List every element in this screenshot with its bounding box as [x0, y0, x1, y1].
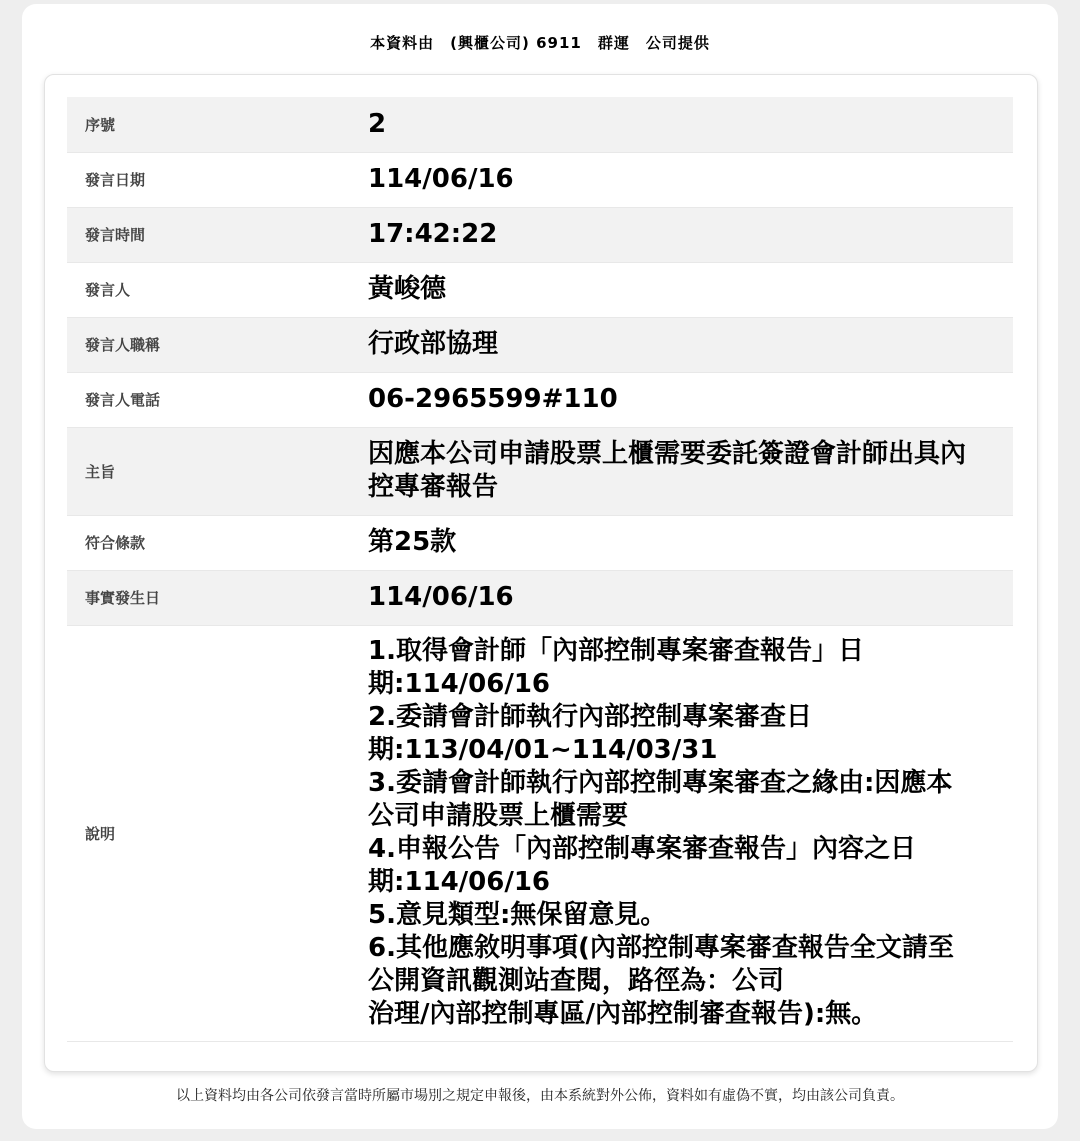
table-row-subject [67, 427, 1013, 515]
description-line: 6.其他應敘明事項(內部控制專案審查報告全文請至 [368, 933, 954, 963]
table-row-description [67, 625, 1013, 1041]
table-row-date [67, 152, 1013, 207]
description-line: 治理/內部控制專區/內部控制審查報告):無。 [368, 999, 878, 1029]
spokesperson-label: 發言人 [67, 262, 351, 317]
description-line: 3.委請會計師執行內部控制專案審查之緣由:因應本 [368, 768, 953, 798]
description-line: 公司申請股票上櫃需要 [368, 801, 629, 831]
speech-date-value: 114/06/16 [351, 152, 1013, 207]
speech-time-value: 17:42:22 [351, 207, 1013, 262]
disclaimer-footer: 以上資料均由各公司依發言當時所屬市場別之規定申報後，由本系統對外公佈，資料如有虛偽不實，均由該公司負責。 [176, 1088, 904, 1104]
speech-date-label: 發言日期 [67, 152, 351, 207]
description-label: 說明 [67, 625, 351, 1041]
subject-line: 因應本公司申請股票上櫃需要委託簽證會計師出具內 [368, 439, 967, 469]
data-source-header: 本資料由 (興櫃公司) 6911 群運 公司提供 [370, 34, 710, 52]
description-line: 期:114/06/16 [368, 669, 551, 699]
announcement-table [67, 97, 1013, 1042]
speech-time-label: 發言時間 [67, 207, 351, 262]
table-row-time [67, 207, 1013, 262]
subject-value [351, 427, 1013, 515]
serial-label: 序號 [67, 97, 351, 152]
clause-label: 符合條款 [67, 515, 351, 570]
event-date-value: 114/06/16 [351, 570, 1013, 625]
subject-line: 控專審報告 [368, 472, 499, 502]
announcement-card [44, 74, 1038, 1072]
description-line: 4.申報公告「內部控制專案審查報告」內容之日 [368, 834, 916, 864]
table-row-spokesperson [67, 262, 1013, 317]
spokesperson-phone-value: 06-2965599#110 [351, 372, 1013, 427]
event-date-label: 事實發生日 [67, 570, 351, 625]
description-line: 公開資訊觀測站查閱，路徑為：公司 [368, 966, 785, 996]
spokesperson-title-label: 發言人職稱 [67, 317, 351, 372]
spokesperson-title-value: 行政部協理 [351, 317, 1013, 372]
spokesperson-phone-label: 發言人電話 [67, 372, 351, 427]
description-line: 1.取得會計師「內部控制專案審查報告」日 [368, 636, 864, 666]
table-row-phone [67, 372, 1013, 427]
description-line: 2.委請會計師執行內部控制專案審查日 [368, 702, 812, 732]
subject-label: 主旨 [67, 427, 351, 515]
description-line: 期:113/04/01~114/03/31 [368, 735, 718, 765]
spokesperson-value: 黃峻德 [351, 262, 1013, 317]
table-row-clause [67, 515, 1013, 570]
description-value [351, 625, 1013, 1041]
description-line: 期:114/06/16 [368, 867, 551, 897]
clause-value: 第25款 [351, 515, 1013, 570]
page-container [22, 4, 1058, 1129]
serial-value: 2 [351, 97, 1013, 152]
table-row-serial [67, 97, 1013, 152]
description-line: 5.意見類型:無保留意見。 [368, 900, 667, 930]
table-row-event-date [67, 570, 1013, 625]
table-row-title [67, 317, 1013, 372]
